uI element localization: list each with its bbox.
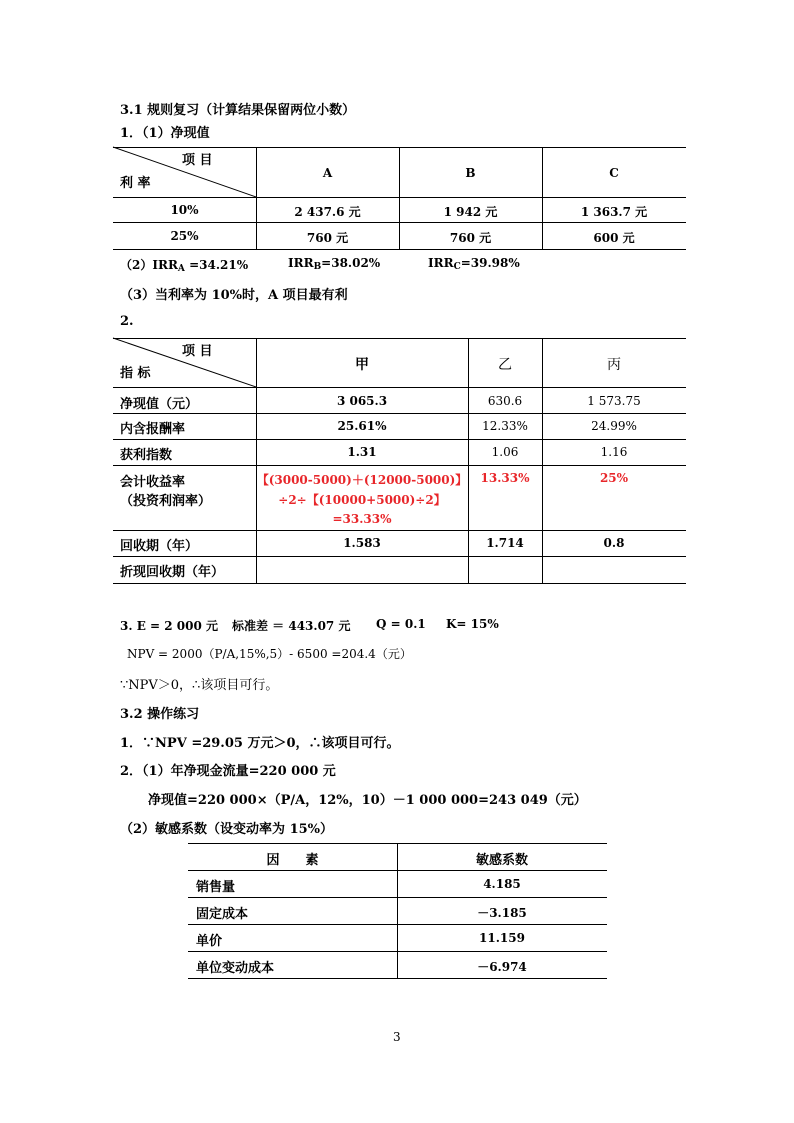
corner-top-label: 项 目: [182, 344, 213, 359]
table-cell: 25%: [599, 471, 629, 485]
row-label: 折现回收期（年）: [120, 565, 225, 580]
col-header-c: C: [609, 166, 619, 180]
irr-b-sub: B: [313, 262, 322, 272]
table-cell: 1.06: [491, 445, 519, 459]
p2-line1: 2．（1）年净现金流量=220 000 元: [120, 764, 336, 779]
row-label: 获利指数: [120, 448, 173, 463]
corner-bottom-label: 指 标: [120, 366, 151, 381]
table-cell: 13.33%: [480, 471, 530, 485]
table-cell: 12.33%: [482, 419, 528, 433]
irr-prefix: （2）: [120, 258, 153, 272]
header-factor: 因 素: [266, 853, 319, 868]
q1-heading: 1．（1）净现值: [120, 126, 210, 141]
irr-b-label: IRR: [288, 256, 314, 270]
irr-c-label: IRR: [428, 256, 454, 270]
q3-k: K= 15%: [446, 617, 499, 631]
irr-a-value: =34.21%: [189, 258, 249, 272]
table-cell: 2 437.6 元: [294, 205, 361, 219]
corner-bottom-label: 利 率: [120, 176, 151, 191]
irr-c: [428, 256, 520, 272]
table-cell: 1 363.7 元: [580, 205, 648, 219]
table-cell: 1 573.75: [587, 394, 641, 408]
factor-label: 销售量: [196, 880, 236, 895]
col-header-jia: 甲: [355, 357, 369, 373]
section-3-1-title: 3.1 规则复习（计算结果保留两位小数）: [120, 103, 356, 118]
factor-label: 单价: [196, 934, 223, 949]
table-cell: 760 元: [306, 231, 349, 245]
row-label: 内含报酬率: [120, 422, 186, 437]
q3-npv: NPV = 2000（P/A,15%,5）- 6500 =204.4（元）: [127, 647, 412, 661]
q3-e: 3. E = 2 000 元: [120, 619, 219, 633]
irr-a-label: IRR: [152, 258, 178, 272]
factor-label: 单位变动成本: [196, 961, 275, 976]
section-3-2-title: 3.2 操作练习: [120, 707, 200, 722]
col-header-b: B: [465, 166, 476, 180]
irr-line: [120, 256, 248, 274]
p2-line2: 净现值=220 000×（P/A，12%，10）－1 000 000=243 049（元）: [148, 793, 587, 808]
col-header-bing: 丙: [607, 357, 621, 373]
coefficient-value: 11.159: [479, 931, 525, 945]
table-cell: 1.714: [486, 536, 524, 550]
irr-b-value: =38.02%: [321, 256, 381, 270]
table-cell: 600 元: [593, 231, 635, 245]
row-label: 25%: [170, 229, 199, 243]
row-label: 净现值（元）: [120, 397, 199, 412]
table-cell: 1.16: [600, 445, 628, 459]
p2-line3: （2）敏感系数（设变动率为 15%）: [120, 822, 334, 837]
q3-conclusion: ∵NPV＞0，∴该项目可行。: [120, 678, 279, 693]
q2-heading: 2.: [120, 314, 134, 329]
table-cell: 1 942 元: [443, 205, 498, 219]
header-coefficient: 敏感系数: [475, 853, 528, 868]
coefficient-value: －6.974: [477, 960, 527, 974]
p1-text: 1．∵NPV =29.05 万元＞0，∴该项目可行。: [120, 736, 400, 751]
table-cell: 0.8: [603, 536, 625, 550]
irr-b: [288, 256, 380, 272]
row-label: 会计收益率: [120, 475, 186, 490]
q1-conclusion: （3）当利率为 10%时，A 项目最有利: [120, 288, 348, 303]
col-header-a: A: [322, 166, 333, 180]
coefficient-value: －3.185: [477, 906, 527, 920]
table-cell: 25.61%: [337, 419, 387, 433]
corner-top-label: 项 目: [182, 153, 213, 168]
table-cell: 1.31: [347, 445, 377, 459]
table-cell: 760 元: [449, 231, 492, 245]
q3-q: Q = 0.1: [376, 617, 426, 631]
table-cell: 3 065.3: [336, 394, 388, 408]
col-header-yi: 乙: [498, 357, 512, 373]
table-cell: 1.583: [343, 536, 381, 550]
formula-line: ÷2÷【(10000+5000)÷2】: [278, 493, 446, 507]
irr-c-sub: C: [453, 262, 461, 272]
formula-result: =33.33%: [332, 512, 392, 526]
row-label: 回收期（年）: [120, 539, 199, 554]
row-label: 10%: [170, 203, 199, 217]
factor-label: 固定成本: [196, 907, 249, 922]
row-label-sub: （投资利润率）: [120, 494, 212, 509]
irr-a-sub: A: [177, 264, 185, 274]
formula-line: 【(3000-5000)＋(12000-5000)】: [256, 473, 468, 487]
page-number: 3: [393, 1030, 401, 1044]
table-cell: 630.6: [487, 394, 523, 408]
table-cell: 24.99%: [591, 419, 637, 433]
q3-std: 标准差 ＝ 443.07 元: [232, 619, 351, 633]
irr-c-value: =39.98%: [460, 256, 520, 270]
coefficient-value: 4.185: [483, 877, 521, 891]
